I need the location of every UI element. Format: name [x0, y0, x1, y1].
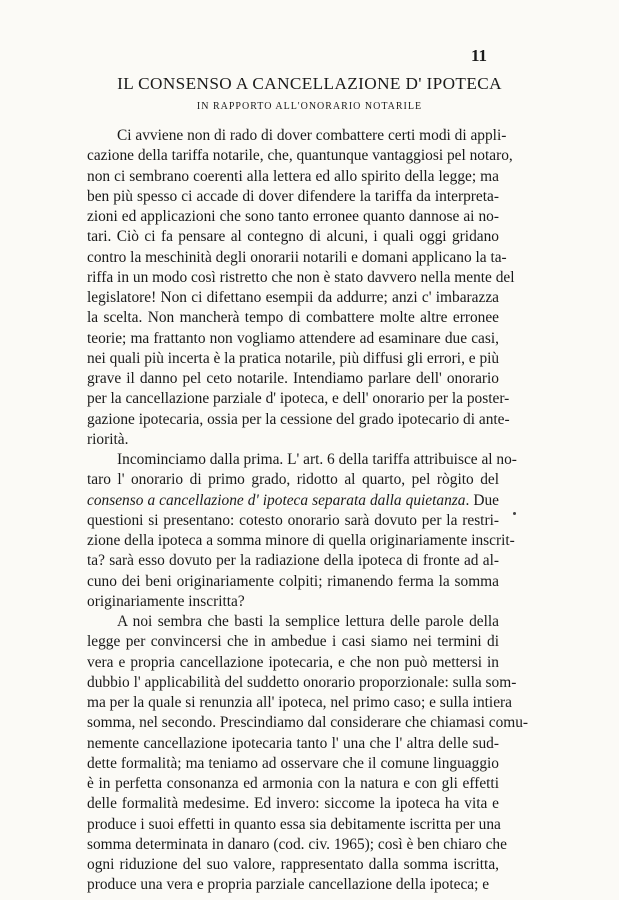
- paragraph-3-line: dette formalità; ma teniamo ad osservare che il comune linguaggio: [87, 754, 499, 772]
- paragraph-3-line: somma determinata in danaro (cod. civ. 1965); così è ben chiaro che: [87, 835, 507, 853]
- paragraph-1-line: teorie; ma frattanto non vogliamo attendere ad esaminare due casi,: [87, 329, 499, 347]
- page-number: 11: [470, 46, 487, 65]
- paragraph-1-line: cazione della tariffa notarile, che, quantunque vantaggiosi pel notaro,: [87, 147, 513, 165]
- margin-speck: [513, 512, 516, 515]
- paragraph-1-line: ben più spesso ci accade di dover difendere la tariffa da interpreta-: [87, 187, 499, 205]
- paragraph-1-line: grave il danno pel ceto notarile. Intendiamo parlare dell' onorario: [87, 370, 499, 387]
- paragraph-2-line: consenso a cancellazione d' ipoteca separata dalla quietanza. Due: [87, 491, 500, 509]
- paragraph-3-line: ogni riduzione del suo valore, rappresentato dalla somma iscritta,: [87, 856, 499, 873]
- paragraph-3-line: produce i suoi effetti in quanto essa sia debitamente iscritta per una: [87, 815, 501, 833]
- article-title: IL CONSENSO A CANCELLAZIONE D' IPOTECA: [117, 74, 502, 93]
- paragraph-2-line: cuno dei beni originariamente colpiti; rimanendo ferma la somma: [87, 572, 499, 590]
- paragraph-3-line: è in perfetta consonanza ed armonia con la natura e con gli effetti: [87, 775, 499, 792]
- paragraph-3-line: delle formalità medesime. Ed invero: siccome la ipoteca ha vita e: [87, 795, 499, 813]
- paragraph-3-line: dubbio l' applicabilità del suddetto onorario proporzionale: sulla som-: [87, 673, 517, 691]
- paragraph-2-line: zione della ipoteca a somma minore di quella originariamente inscrit-: [87, 532, 515, 549]
- paragraph-1-line: riffa in un modo così ristretto che non è stato davvero nella mente del: [87, 268, 515, 286]
- paragraph-2-line: ta? sarà esso dovuto per la radiazione della ipoteca di fronte ad al-: [87, 552, 499, 570]
- paragraph-3-line: A noi sembra che basti la semplice lettura delle parole della: [117, 613, 499, 630]
- article-subtitle: IN RAPPORTO ALL'ONORARIO NOTARILE: [196, 101, 423, 112]
- paragraph-1-line: tari. Ciò ci fa pensare al contegno di alcuni, i quali oggi gridano: [87, 228, 499, 246]
- italic-quote: consenso a cancellazione d' ipoteca separata dalla quietanza: [87, 491, 466, 509]
- paragraph-1-line: la scelta. Non mancherà tempo di combattere molte altre erronee: [87, 309, 499, 327]
- paragraph-1-line: riorità.: [87, 430, 129, 448]
- paragraph-2-line: Incominciamo dalla prima. L' art. 6 della tariffa attribuisce al no-: [117, 451, 517, 468]
- paragraph-3-line: somma, nel secondo. Prescindiamo dal considerare che chiamasi comu-: [87, 714, 529, 732]
- paragraph-2-line: taro l' onorario di primo grado, ridotto al quarto, pel rògito del: [87, 471, 499, 489]
- paragraph-3-line: ma per la quale si renunzia all' ipoteca, nel primo caso; e sulla intiera: [87, 694, 512, 711]
- paragraph-1-line: per la cancellazione parziale d' ipoteca, e dell' onorario per la poster-: [87, 390, 510, 408]
- paragraph-1-line: legislatore! Non ci difettano esempii da addurre; anzi c' imbarazza: [87, 289, 499, 306]
- paragraph-2-line: questioni si presentano: cotesto onorario sarà dovuto per la restri-: [87, 511, 499, 529]
- paragraph-1-line: non ci sembrano coerenti alla lettera ed allo spirito della legge; ma: [87, 167, 499, 185]
- paragraph-3-line: nemente cancellazione ipotecaria tanto l' una che l' altra delle sud-: [87, 734, 499, 752]
- article-body: [87, 126, 529, 896]
- paragraph-1-line: nei quali più incerta è la pratica notarile, più diffusi gli errori, e più: [87, 349, 500, 367]
- paragraph-3-line: produce una vera e propria parziale cancellazione della ipoteca; e: [87, 876, 490, 894]
- paragraph-1-line: Ci avviene non di rado di dover combattere certi modi di appli-: [117, 127, 507, 144]
- paragraph-3-line: vera e propria cancellazione ipotecaria, e che non può mettersi in: [87, 653, 499, 671]
- paragraph-1-line: zioni ed applicazioni che sono tanto erronee quanto dannose ai no-: [87, 208, 499, 225]
- paragraph-2-line: originariamente inscritta?: [87, 592, 245, 610]
- paragraph-3-line: legge per convincersi che in ambedue i casi siamo nei termini di: [87, 633, 499, 651]
- paragraph-1-line: contro la meschinità degli onorarii notarili e domani applicano la ta-: [87, 248, 507, 266]
- paragraph-1-line: gazione ipotecaria, ossia per la cessione del grado ipotecario di ante-: [87, 410, 510, 428]
